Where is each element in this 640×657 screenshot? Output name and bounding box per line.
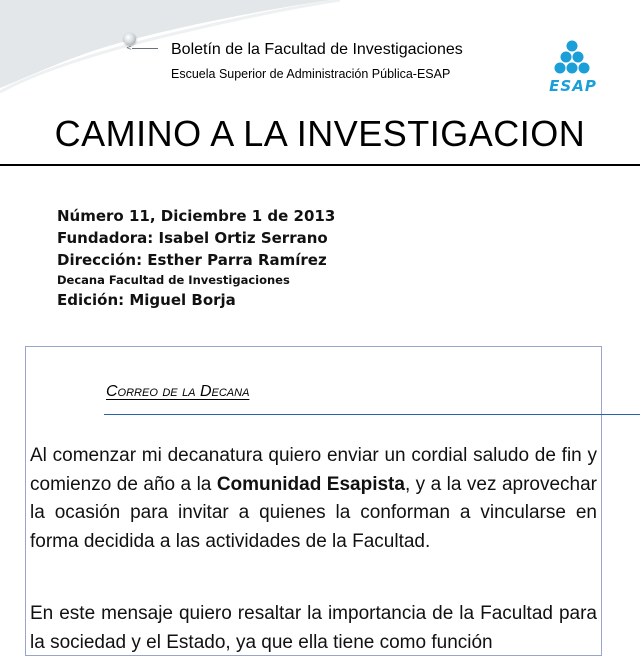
arrow-left-icon: <	[126, 44, 132, 52]
title-divider	[0, 164, 640, 166]
paragraph-1-text-end: , y a la vez aprovechar la ocasión para invitar a quienes la conforman a vincularse en forma decidida a las actividades de la Facultad.	[30, 473, 598, 552]
section-heading: Correo de la Decana	[106, 383, 250, 400]
issue-info	[57, 205, 335, 311]
issue-direction-role: Decana Facultad de Investigaciones	[57, 273, 290, 287]
article-paragraph-1	[30, 442, 597, 556]
bulletin-subtitle: Escuela Superior de Administración Pública-ESAP	[171, 67, 451, 81]
esap-logo-text: ESAP	[549, 77, 597, 95]
page-title: CAMINO A LA INVESTIGACION	[54, 113, 586, 154]
paragraph-1-text-start: Al comenzar mi decanatura quiero enviar un cordial saludo de fin y comienzo de año a la	[30, 445, 597, 495]
paragraph-1-bold-text: Comunidad Esapista	[216, 473, 405, 495]
issue-edition: Edición: Miguel Borja	[57, 291, 236, 309]
issue-founder: Fundadora: Isabel Ortiz Serrano	[57, 229, 328, 247]
issue-number-date: Número 11, Diciembre 1 de 2013	[57, 207, 336, 225]
issue-direction: Dirección: Esther Parra Ramírez	[57, 251, 327, 269]
bulletin-title: Boletín de la Facultad de Investigaciones	[171, 41, 463, 58]
bullet-line-divider	[132, 48, 158, 49]
section-divider	[104, 414, 640, 415]
article-paragraph-2: En este mensaje quiero resaltar la importancia de la Facultad para la sociedad y el Estado, ya que ella tiene como función	[30, 603, 597, 653]
